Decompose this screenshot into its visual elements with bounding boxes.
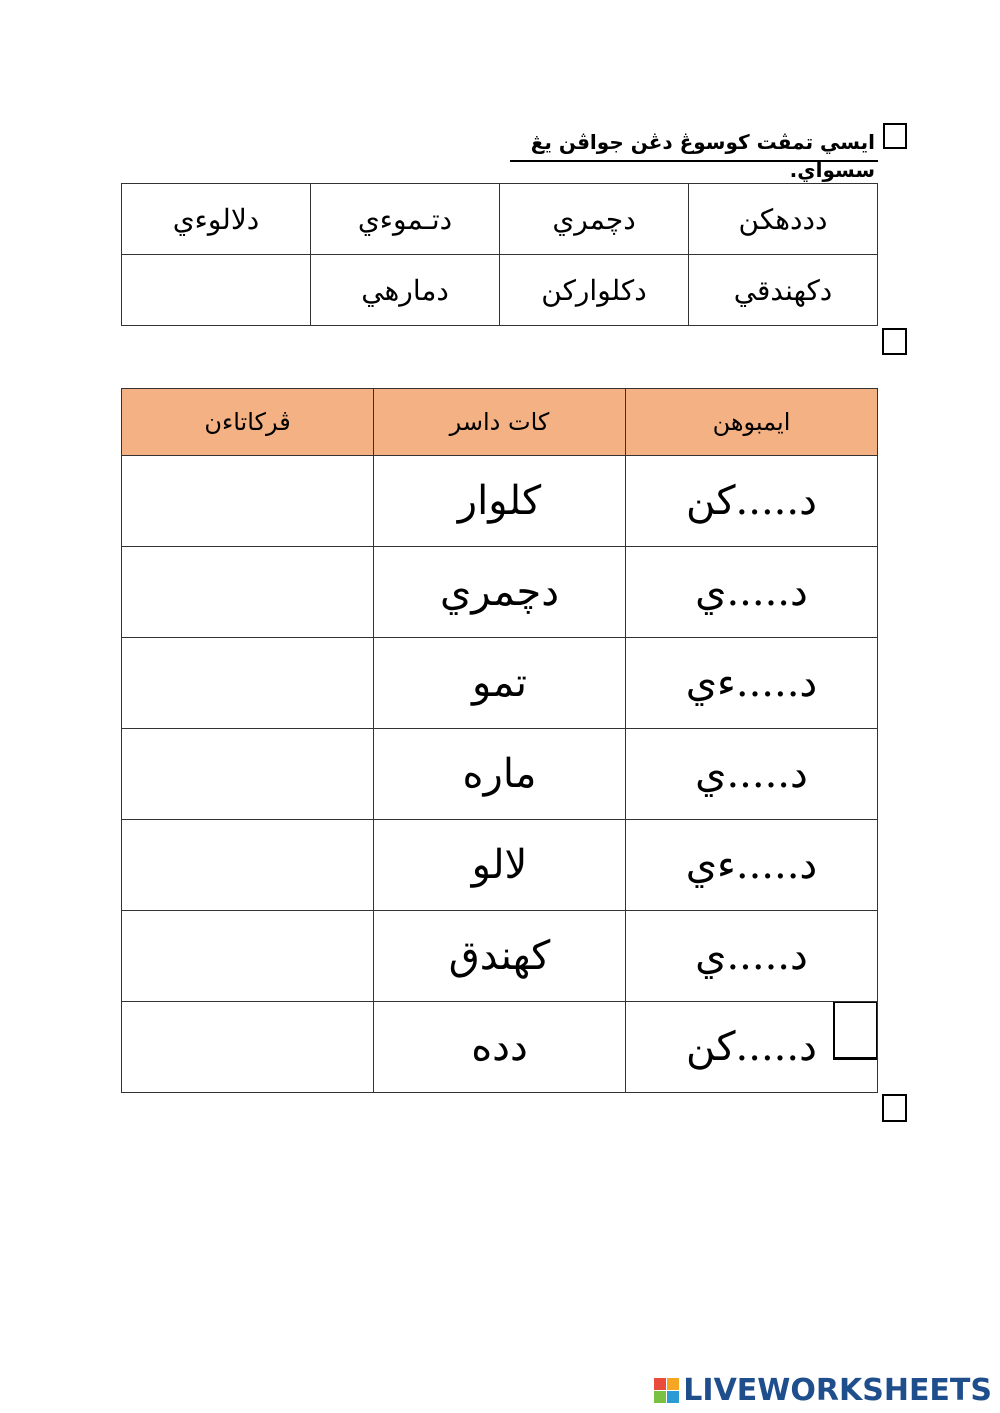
word-bank-cell: دددهكن — [689, 184, 878, 255]
word-bank-cell: دلالوءي — [122, 184, 311, 255]
prefix-pattern: د.....كن — [626, 1002, 878, 1093]
instruction-text: ايسي تمڤت كوسوڠ دڠن جواڤن يڠ سسواي. — [530, 130, 875, 182]
prefix-pattern: د.....ءي — [626, 638, 878, 729]
root-word: كلوار — [374, 456, 626, 547]
root-word: دچمري — [374, 547, 626, 638]
header-kata-dasar: كات داسر — [374, 389, 626, 456]
word-bank-cell: دچمري — [500, 184, 689, 255]
table-header-row — [122, 389, 878, 456]
prefix-pattern: د.....ي — [626, 911, 878, 1002]
table-end-checkbox[interactable] — [882, 1094, 907, 1122]
exercise-table — [121, 388, 878, 1093]
prefix-pattern: د.....ي — [626, 729, 878, 820]
logo-text: LIVEWORKSHEETS — [683, 1372, 992, 1408]
word-bank-cell: دمارهي — [311, 255, 500, 326]
word-bank-cell — [122, 255, 311, 326]
root-word: دده — [374, 1002, 626, 1093]
root-word: كهندق — [374, 911, 626, 1002]
table-row — [122, 1002, 878, 1093]
instruction-underline — [510, 160, 878, 162]
table-row — [122, 184, 878, 255]
instruction-checkbox[interactable] — [883, 123, 907, 149]
header-imbuhan: ايمبوهن — [626, 389, 878, 456]
word-bank-cell: دتـموءي — [311, 184, 500, 255]
table-row — [122, 729, 878, 820]
word-bank-cell: دكلواركن — [500, 255, 689, 326]
root-word: ماره — [374, 729, 626, 820]
answer-input[interactable] — [122, 911, 374, 1002]
answer-input[interactable] — [122, 729, 374, 820]
table-row — [122, 456, 878, 547]
header-perkataan: ڤركاتاءن — [122, 389, 374, 456]
logo-mark-icon — [654, 1378, 679, 1403]
root-word: لالو — [374, 820, 626, 911]
prefix-pattern: د.....ي — [626, 547, 878, 638]
word-bank-table — [121, 183, 878, 326]
table-row — [122, 911, 878, 1002]
table-row — [122, 638, 878, 729]
word-bank-checkbox[interactable] — [882, 328, 907, 355]
answer-input[interactable] — [122, 456, 374, 547]
prefix-pattern: د.....كن — [626, 456, 878, 547]
answer-input[interactable] — [122, 820, 374, 911]
table-row — [122, 547, 878, 638]
liveworksheets-logo[interactable] — [654, 1373, 992, 1407]
answer-input[interactable] — [122, 638, 374, 729]
root-word: تمو — [374, 638, 626, 729]
answer-input[interactable] — [122, 547, 374, 638]
table-row — [122, 820, 878, 911]
prefix-pattern: د.....ءي — [626, 820, 878, 911]
answer-input[interactable] — [122, 1002, 374, 1093]
word-bank-cell: دكهندقي — [689, 255, 878, 326]
table-row — [122, 255, 878, 326]
